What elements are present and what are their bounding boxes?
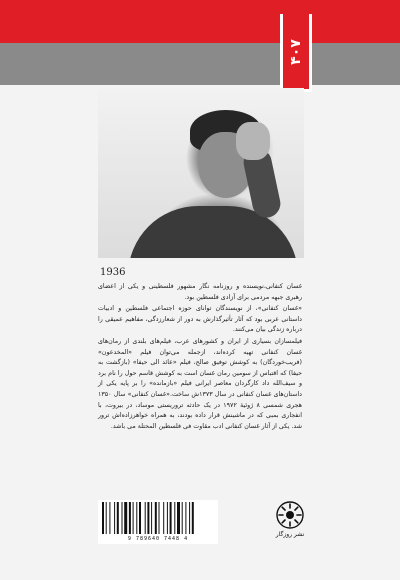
publisher-block: [266, 500, 314, 550]
photo-year: 1936: [100, 267, 126, 278]
bio-paragraph-2: «غسان کنفانی»، از نویسندگان توانای حوزه اجتماعی فلسطین و ادبیات داستانی عربی بود که آثار تأثیرگذارش به دور از شعارزدگی، مفاهیم عمیقی را درباره زندگی بیان می‌کنند.: [98, 305, 302, 334]
author-bio: [98, 282, 302, 433]
top-red-band: [0, 0, 400, 43]
series-number: ۴۰۷: [288, 38, 304, 65]
isbn-barcode: [98, 500, 218, 544]
publisher-logo-icon: [275, 500, 305, 530]
barcode-bars: [102, 502, 214, 536]
gray-band: [0, 43, 400, 85]
author-photo: [98, 88, 304, 258]
photo-hand: [236, 122, 270, 160]
publisher-name: نشر روزگار: [275, 531, 305, 538]
bio-paragraph-1: غسان کنفانی،نویسنده و روزنامه نگار مشهور فلسطینی و یکی از اعضای رهبری جبهه مردمی برای آزادی فلسطین بود.: [98, 283, 302, 301]
barcode-digits: 9 789640 7448 4: [127, 536, 189, 542]
bio-paragraph-3: فیلمسازان بسیاری از ایران و کشورهای عرب، فیلم‌های بلندی از رمان‌های غسان کنفانی تهیه کرده‌اند، ازجمله می‌توان فیلم «المخدعون» (فریب‌خوردگان) به کوشش توفیق صالح، فیلم «عائد الی حیفا» (بازگشت به حیفا) که اقتباس از سومین رمان غسان است به کوشش قاسم حول را نام برد و سیف‌الله داد کارگردان معاصر ایرانی فیلم «بازمانده» را بر پایه یکی از داستان‌های غسان کنفانی در سال ۱۳۷۳ش ساخت.«غسان کنفانی» سال ۱۳۵۰ هجری شمسی ۸ ژوئیهٔ ۱۹۷۲ در یک حادثه تروریستی موساد، در بیروت، با انفجاری بمبی که در ماشینش قرار داده بودند، به همراه خواهرزاده‌اش ترور شد. یکی از آثار غسان کنفانی ادب مقاوت فی فلسطین المحتلة می باشد.: [98, 337, 302, 430]
series-tab: [280, 14, 312, 92]
